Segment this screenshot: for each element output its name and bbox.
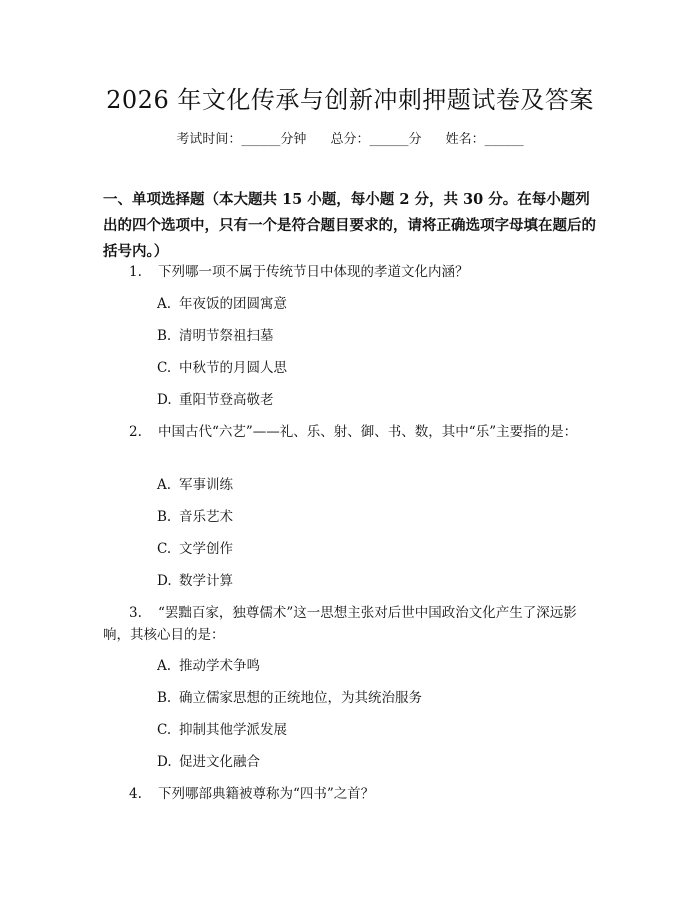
- option-letter: D.: [157, 392, 172, 408]
- option-text: 清明节祭祖扫墓: [179, 328, 274, 344]
- question-text: 下列哪一项不属于传统节日中体现的孝道文化内涵？: [158, 264, 469, 280]
- option-letter: C.: [157, 541, 172, 557]
- option-text: 音乐艺术: [179, 509, 233, 525]
- q1-option-b: [157, 325, 597, 347]
- question-4: [103, 783, 603, 805]
- option-letter: B.: [157, 328, 172, 344]
- option-letter: C.: [157, 722, 172, 738]
- exam-title: 2026 年文化传承与创新冲刺押题试卷及答案: [106, 86, 594, 114]
- question-2: [103, 421, 603, 443]
- option-letter: B.: [157, 509, 172, 525]
- q3-option-a: [157, 655, 597, 677]
- exam-time-field: 考试时间：______分钟: [176, 132, 307, 147]
- option-letter: D.: [157, 754, 172, 770]
- option-text: 文学创作: [179, 541, 233, 557]
- option-letter: A.: [157, 296, 172, 312]
- section-header: 一、单项选择题（本大题共 15 小题，每小题 2 分，共 30 分。在每小题列出的四个选项中，只有一个是符合题目要求的，请将正确选项字母填在题后的括号内。）: [103, 191, 596, 260]
- option-letter: C.: [157, 360, 172, 376]
- q3-option-c: [157, 719, 597, 741]
- q2-option-c: [157, 538, 597, 560]
- q2-option-b: [157, 506, 597, 528]
- option-letter: A.: [157, 477, 172, 493]
- q2-option-a: [157, 474, 597, 496]
- exam-meta: [0, 130, 700, 150]
- question-number: 2.: [129, 424, 142, 440]
- option-text: 年夜饭的团圆寓意: [179, 296, 287, 312]
- question-text: 下列哪部典籍被尊称为“四书”之首？: [158, 786, 375, 802]
- question-text: 中国古代“六艺”——礼、乐、射、御、书、数，其中“乐”主要指的是：: [158, 424, 578, 440]
- question-number: 1.: [129, 264, 142, 280]
- q2-option-d: [157, 570, 597, 592]
- q1-option-a: [157, 293, 597, 315]
- option-text: 数学计算: [179, 573, 233, 589]
- option-text: 确立儒家思想的正统地位，为其统治服务: [179, 690, 422, 706]
- option-text: 推动学术争鸣: [179, 658, 260, 674]
- question-3: [103, 602, 603, 646]
- q1-option-d: [157, 389, 597, 411]
- q3-option-d: [157, 751, 597, 773]
- q3-option-b: [157, 687, 597, 709]
- question-1: [103, 261, 603, 283]
- option-letter: A.: [157, 658, 172, 674]
- question-number: 3.: [129, 605, 142, 621]
- exam-name-field: 姓名：______: [445, 132, 524, 147]
- option-letter: B.: [157, 690, 172, 706]
- q1-option-c: [157, 357, 597, 379]
- option-letter: D.: [157, 573, 172, 589]
- question-number: 4.: [129, 786, 142, 802]
- question-text: “罢黜百家，独尊儒术”这一思想主张对后世中国政治文化产生了深远影响，其核心目的是：: [103, 605, 577, 643]
- option-text: 军事训练: [179, 477, 233, 493]
- option-text: 促进文化融合: [179, 754, 260, 770]
- option-text: 中秋节的月圆人思: [179, 360, 287, 376]
- option-text: 重阳节登高敬老: [179, 392, 274, 408]
- exam-score-field: 总分：______分: [330, 132, 422, 147]
- option-text: 抑制其他学派发展: [179, 722, 287, 738]
